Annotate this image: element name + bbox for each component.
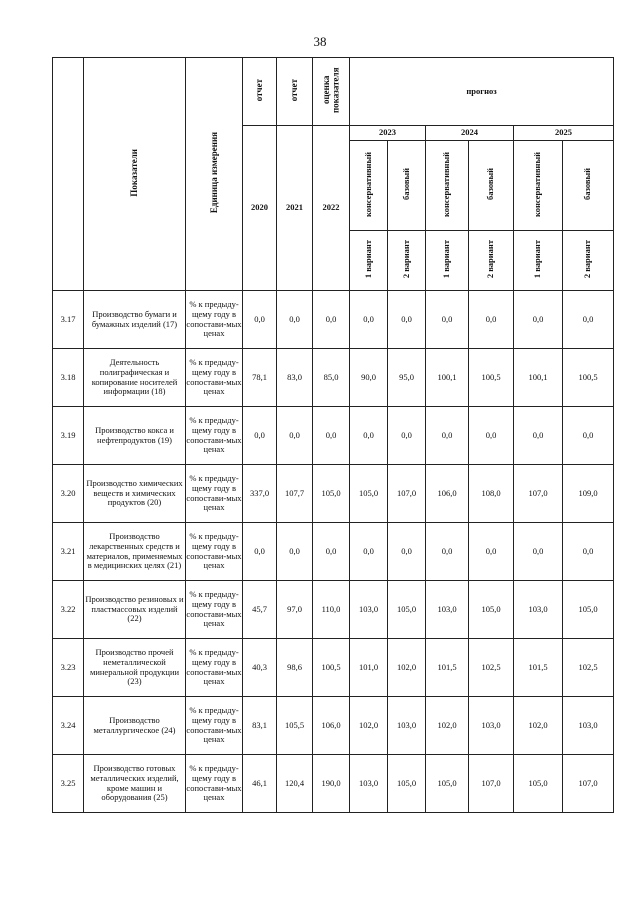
table-body — [53, 291, 614, 813]
row-number: 3.21 — [53, 523, 84, 581]
value-cell: 0,0 — [313, 407, 350, 465]
header-variant-2: 2 вариант — [563, 231, 614, 291]
value-cell: 102,5 — [563, 639, 614, 697]
indicator-name: Производство кокса и нефтепродуктов (19) — [84, 407, 186, 465]
value-cell: 0,0 — [388, 523, 426, 581]
value-cell: 105,0 — [388, 755, 426, 813]
row-number: 3.19 — [53, 407, 84, 465]
row-number: 3.20 — [53, 465, 84, 523]
table-header — [53, 58, 614, 291]
header-conservative: консервативный — [514, 141, 563, 231]
table-row — [53, 407, 614, 465]
value-cell: 0,0 — [313, 291, 350, 349]
header-unit: Единица измерения — [186, 58, 243, 291]
value-cell: 78,1 — [243, 349, 277, 407]
header-num-cell — [53, 58, 84, 291]
indicator-name: Деятельность полиграфическая и копирование носителей информации (18) — [84, 349, 186, 407]
value-cell: 100,5 — [469, 349, 514, 407]
value-cell: 101,5 — [514, 639, 563, 697]
value-cell: 102,0 — [350, 697, 388, 755]
indicator-name: Производство резиновых и пластмассовых изделий (22) — [84, 581, 186, 639]
header-indicator: Показатели — [84, 58, 186, 291]
value-cell: 110,0 — [313, 581, 350, 639]
table-row — [53, 639, 614, 697]
table-row — [53, 581, 614, 639]
value-cell: 0,0 — [243, 407, 277, 465]
header-forecast: прогноз — [350, 58, 614, 126]
value-cell: 105,0 — [514, 755, 563, 813]
header-variant-1: 1 вариант — [514, 231, 563, 291]
value-cell: 103,0 — [350, 581, 388, 639]
value-cell: 0,0 — [350, 407, 388, 465]
header-year-2020: 2020 — [243, 126, 277, 291]
value-cell: 0,0 — [277, 407, 313, 465]
value-cell: 0,0 — [469, 523, 514, 581]
header-year-2023: 2023 — [350, 126, 426, 141]
value-cell: 107,0 — [514, 465, 563, 523]
value-cell: 98,6 — [277, 639, 313, 697]
value-cell: 0,0 — [563, 523, 614, 581]
value-cell: 0,0 — [277, 291, 313, 349]
row-number: 3.17 — [53, 291, 84, 349]
value-cell: 103,0 — [514, 581, 563, 639]
row-number: 3.24 — [53, 697, 84, 755]
indicator-name: Производство металлургическое (24) — [84, 697, 186, 755]
value-cell: 102,0 — [388, 639, 426, 697]
value-cell: 85,0 — [313, 349, 350, 407]
value-cell: 102,0 — [426, 697, 469, 755]
value-cell: 0,0 — [388, 291, 426, 349]
unit-of-measure: % к предыду-щему году в сопостави-мых ценах — [186, 697, 243, 755]
row-number: 3.22 — [53, 581, 84, 639]
value-cell: 100,1 — [426, 349, 469, 407]
value-cell: 100,5 — [313, 639, 350, 697]
value-cell: 105,0 — [563, 581, 614, 639]
header-basic: базовый — [388, 141, 426, 231]
header-year-2025: 2025 — [514, 126, 614, 141]
value-cell: 0,0 — [426, 291, 469, 349]
value-cell: 45,7 — [243, 581, 277, 639]
value-cell: 83,1 — [243, 697, 277, 755]
row-number: 3.25 — [53, 755, 84, 813]
table-row — [53, 523, 614, 581]
indicator-name: Производство прочей неметаллической минеральной продукции (23) — [84, 639, 186, 697]
value-cell: 105,0 — [388, 581, 426, 639]
value-cell: 103,0 — [350, 755, 388, 813]
value-cell: 106,0 — [313, 697, 350, 755]
unit-of-measure: % к предыду-щему году в сопостави-мых ценах — [186, 349, 243, 407]
forecast-table — [52, 57, 614, 813]
value-cell: 102,5 — [469, 639, 514, 697]
value-cell: 100,5 — [563, 349, 614, 407]
value-cell: 0,0 — [514, 291, 563, 349]
header-report-2021: отчет — [277, 58, 313, 126]
value-cell: 0,0 — [350, 523, 388, 581]
unit-of-measure: % к предыду-щему году в сопостави-мых ценах — [186, 523, 243, 581]
indicator-name: Производство готовых металлических изделий, кроме машин и оборудования (25) — [84, 755, 186, 813]
value-cell: 107,0 — [563, 755, 614, 813]
value-cell: 97,0 — [277, 581, 313, 639]
value-cell: 0,0 — [277, 523, 313, 581]
value-cell: 103,0 — [469, 697, 514, 755]
header-conservative: консервативный — [426, 141, 469, 231]
header-variant-1: 1 вариант — [426, 231, 469, 291]
header-year-2022: 2022 — [313, 126, 350, 291]
value-cell: 83,0 — [277, 349, 313, 407]
value-cell: 100,1 — [514, 349, 563, 407]
indicator-name: Производство химических веществ и химических продуктов (20) — [84, 465, 186, 523]
value-cell: 0,0 — [388, 407, 426, 465]
value-cell: 103,0 — [426, 581, 469, 639]
header-conservative: консервативный — [350, 141, 388, 231]
value-cell: 102,0 — [514, 697, 563, 755]
page-number: 38 — [313, 34, 327, 49]
value-cell: 0,0 — [313, 523, 350, 581]
header-variant-2: 2 вариант — [388, 231, 426, 291]
value-cell: 40,3 — [243, 639, 277, 697]
header-basic: базовый — [469, 141, 514, 231]
header-report-2020: отчет — [243, 58, 277, 126]
table-row — [53, 697, 614, 755]
value-cell: 105,0 — [313, 465, 350, 523]
row-number: 3.23 — [53, 639, 84, 697]
value-cell: 0,0 — [243, 291, 277, 349]
value-cell: 0,0 — [243, 523, 277, 581]
header-variant-1: 1 вариант — [350, 231, 388, 291]
unit-of-measure: % к предыду-щему году в сопостави-мых ценах — [186, 581, 243, 639]
value-cell: 0,0 — [563, 291, 614, 349]
table-row — [53, 291, 614, 349]
unit-of-measure: % к предыду-щему году в сопостави-мых ценах — [186, 465, 243, 523]
unit-of-measure: % к предыду-щему году в сопостави-мых ценах — [186, 639, 243, 697]
unit-of-measure: % к предыду-щему году в сопостави-мых ценах — [186, 407, 243, 465]
header-estimate: оценка показателя — [313, 58, 350, 126]
indicator-name: Производство лекарственных средств и материалов, применяемых в медицинских целях (21) — [84, 523, 186, 581]
value-cell: 107,0 — [388, 465, 426, 523]
value-cell: 101,5 — [426, 639, 469, 697]
value-cell: 190,0 — [313, 755, 350, 813]
value-cell: 0,0 — [563, 407, 614, 465]
value-cell: 105,0 — [350, 465, 388, 523]
value-cell: 109,0 — [563, 465, 614, 523]
header-basic: базовый — [563, 141, 614, 231]
value-cell: 0,0 — [469, 291, 514, 349]
value-cell: 337,0 — [243, 465, 277, 523]
value-cell: 0,0 — [514, 407, 563, 465]
value-cell: 101,0 — [350, 639, 388, 697]
header-year-2021: 2021 — [277, 126, 313, 291]
value-cell: 0,0 — [350, 291, 388, 349]
indicator-name: Производство бумаги и бумажных изделий (17) — [84, 291, 186, 349]
value-cell: 105,5 — [277, 697, 313, 755]
value-cell: 0,0 — [426, 523, 469, 581]
value-cell: 107,7 — [277, 465, 313, 523]
value-cell: 90,0 — [350, 349, 388, 407]
value-cell: 120,4 — [277, 755, 313, 813]
table-row — [53, 755, 614, 813]
unit-of-measure: % к предыду-щему году в сопостави-мых ценах — [186, 291, 243, 349]
value-cell: 103,0 — [563, 697, 614, 755]
value-cell: 105,0 — [469, 581, 514, 639]
row-number: 3.18 — [53, 349, 84, 407]
value-cell: 107,0 — [469, 755, 514, 813]
unit-of-measure: % к предыду-щему году в сопостави-мых ценах — [186, 755, 243, 813]
value-cell: 108,0 — [469, 465, 514, 523]
header-year-2024: 2024 — [426, 126, 514, 141]
value-cell: 105,0 — [426, 755, 469, 813]
table-row — [53, 465, 614, 523]
value-cell: 0,0 — [469, 407, 514, 465]
table-row — [53, 349, 614, 407]
value-cell: 0,0 — [426, 407, 469, 465]
value-cell: 95,0 — [388, 349, 426, 407]
value-cell: 0,0 — [514, 523, 563, 581]
value-cell: 46,1 — [243, 755, 277, 813]
value-cell: 106,0 — [426, 465, 469, 523]
value-cell: 103,0 — [388, 697, 426, 755]
header-variant-2: 2 вариант — [469, 231, 514, 291]
